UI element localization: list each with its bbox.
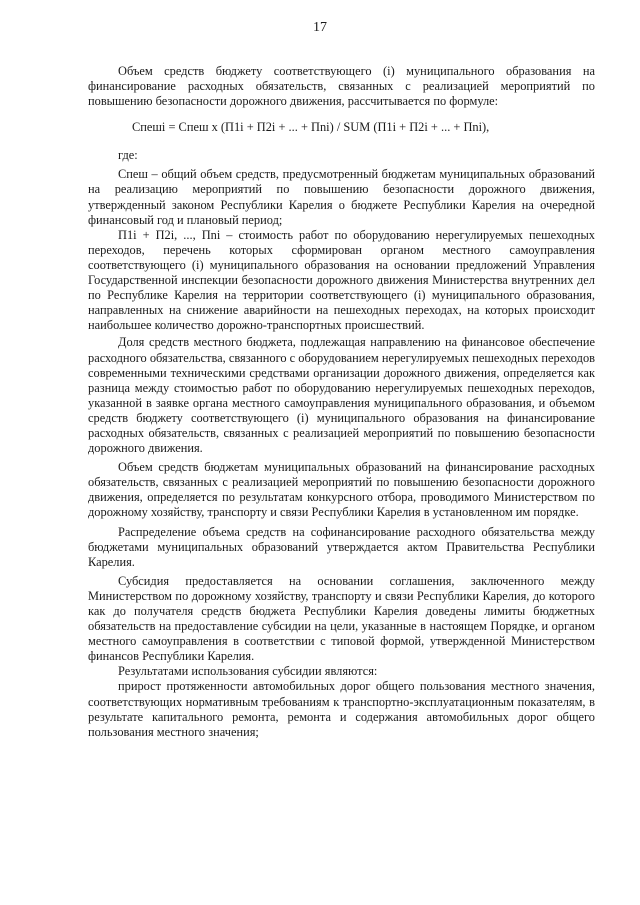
paragraph-spesh-definition: Спеш – общий объем средств, предусмотренный бюджетам муниципальных образований на реализацию мероприятий по повышению безопасности дорожного движения, утвержденный законом Республики Карелия о бюджете Республики Карелия на очередной финансовый год и плановый период; xyxy=(88,167,595,227)
paragraph-cost-definition: П1i + П2i, ..., Пni – стоимость работ по оборудованию нерегулируемых пешеходных переходов, перечень которых сформирован органом местного самоуправления соответствующего (i) муниципального образования на основании предложений Управления Государственной инспекции безопасности дорожного движения Министерства внутренних дел по Республике Карелия на территории соответствующего (i) муниципального образования, направленных на снижение аварийности на пешеходных переходах, на которых происходит наибольшее количество дорожно-транспортных происшествий. xyxy=(88,227,595,333)
paragraph-results-intro: Результатами использования субсидии являются: xyxy=(118,664,378,679)
document-body xyxy=(88,64,595,740)
paragraph-subsidy-volume-intro: Объем средств бюджету соответствующего (i) муниципального образования на финансирование расходных обязательств, связанных с реализацией мероприятий по повышению безопасности дорожного движения, рассчитывается по формуле: xyxy=(88,64,595,109)
formula-where-label: где: xyxy=(118,148,138,163)
paragraph-distribution: Распределение объема средств на софинансирование расходного обязательства между бюджетами муниципальных образований утверждается актом Правительства Республики Карелия. xyxy=(88,524,595,569)
paragraph-agreement: Субсидия предоставляется на основании соглашения, заключенного между Министерством по дорожному хозяйству, транспорту и связи Республики Карелия, до которого как до получателя средств бюджета Республики Карелия доведены лимиты бюджетных обязательств на предоставление субсидии на цели, указанные в настоящем Порядке, и органом местного самоуправления в соответствии с типовой формой, утвержденной Министерством финансов Республики Карелия. xyxy=(88,573,595,664)
paragraph-competitive-selection: Объем средств бюджетам муниципальных образований на финансирование расходных обязательств, связанных с реализацией мероприятий по повышению безопасности дорожного движения, определяется по результатам конкурсного отбора, проводимого Министерством по дорожному хозяйству, транспорту и связи Республики Карелия в установленном им порядке. xyxy=(88,460,595,520)
paragraph-local-budget-share: Доля средств местного бюджета, подлежащая направлению на финансовое обеспечение расходного обязательства, связанного с оборудованием нерегулируемых пешеходных переходов современными техническими средствами организации дорожного движения, определяется как разница между стоимостью работ по оборудованию нерегулируемых пешеходных переходов, указанной в заявке органа местного самоуправления муниципального образования, и объемом средств бюджету соответствующего (i) муниципального образования на финансирование расходных обязательств, связанных с реализацией мероприятий по повышению безопасности дорожного движения. xyxy=(88,335,595,456)
paragraph-road-length-increase: прирост протяженности автомобильных дорог общего пользования местного значения, соответствующих нормативным требованиям к транспортно-эксплуатационным показателям, в результате капитального ремонта, ремонта и содержания автомобильных дорог общего пользования местного значения; xyxy=(88,679,595,739)
page-number: 17 xyxy=(313,20,327,35)
formula: Спешi = Спеш x (П1i + П2i + ... + Пni) / SUM (П1i + П2i + ... + Пni), xyxy=(132,120,490,135)
